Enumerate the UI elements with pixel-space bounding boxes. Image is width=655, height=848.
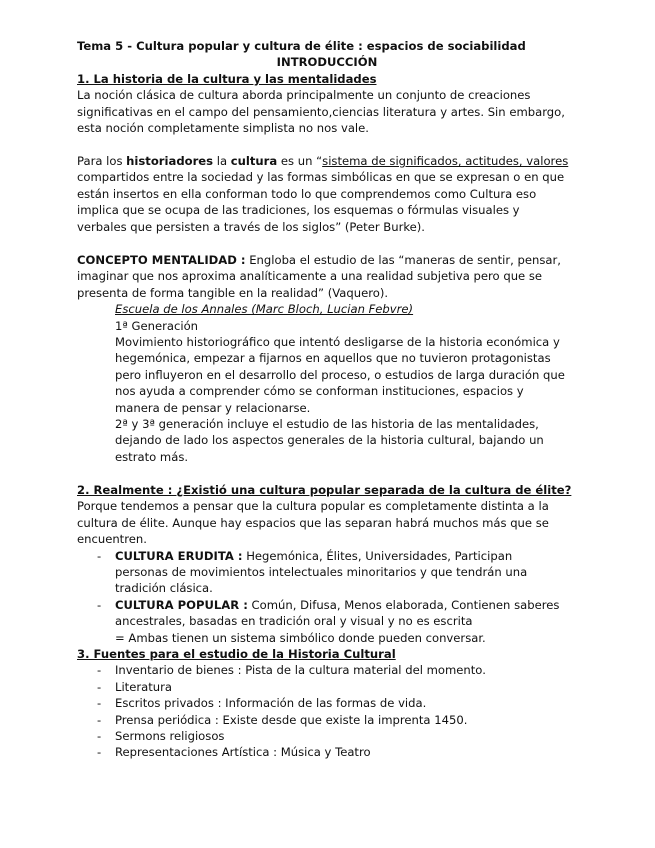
- section-1-heading: 1. La historia de la cultura y las mentalidades: [77, 71, 377, 86]
- s2-p1-line: cultura de élite. Aunque hay espacios que las separan habrá muchos más que se: [77, 515, 549, 530]
- list-item: [77, 695, 577, 711]
- dash-marker: -: [97, 729, 102, 744]
- dash-marker: -: [97, 679, 102, 694]
- underlined-definition: sistema de significados, actitudes, valores: [322, 154, 569, 168]
- bullet-line: = Ambas tienen un sistema simbólico donde pueden conversar.: [115, 630, 486, 645]
- list-item-text: Representaciones Artística : Música y Teatro: [115, 745, 371, 760]
- gen23-line: 2ª y 3ª generación incluye el estudio de las historia de las mentalidades,: [115, 417, 539, 432]
- s1-p1-line: esta noción completamente simplista no nos vale.: [77, 121, 369, 136]
- list-item-text: Sermons religiosos: [115, 729, 225, 744]
- text-run: es un “: [277, 154, 323, 168]
- list-item: [77, 662, 577, 678]
- s1-p1-line: significativas en el campo del pensamiento,ciencias literatura y artes. Sin embargo,: [77, 104, 565, 119]
- bullet-first-line: [115, 597, 587, 613]
- s1-p3-first-line: [77, 252, 577, 268]
- bullet-line: personas de movimientos intelectuales minoritarios y que tendrán una: [115, 565, 528, 580]
- bullet-cultura-popular: [77, 597, 587, 646]
- s2-p1-line: encuentren.: [77, 532, 147, 547]
- primera-generacion: 1ª Generación: [115, 318, 199, 333]
- gen23-line: dejando de lado los aspectos generales de la historia cultural, bajando un: [115, 433, 544, 448]
- list-item-text: Prensa periódica : Existe desde que existe la imprenta 1450.: [115, 712, 468, 727]
- bullet-first-line: [115, 548, 587, 564]
- dash-marker: -: [97, 696, 102, 711]
- section-3-heading: 3. Fuentes para el estudio de la Historia Cultural: [77, 647, 396, 661]
- gen23-line: estrato más.: [115, 449, 189, 464]
- list-item-text: Escritos privados : Información de las formas de vida.: [115, 696, 427, 711]
- text-run: Común, Difusa, Menos elaborada, Contienen saberes: [247, 597, 560, 612]
- bullet-cultura-erudita: [77, 548, 587, 597]
- section-2-heading: 2. Realmente : ¿Existió una cultura popular separada de la cultura de élite?: [77, 483, 572, 497]
- s1-p2-first-line: [77, 153, 577, 169]
- dash-marker: -: [97, 597, 102, 612]
- bullet-line: tradición clásica.: [115, 581, 213, 596]
- text-run: Para los: [77, 154, 127, 168]
- list-item-text: Inventario de bienes : Pista de la cultura material del momento.: [115, 663, 486, 678]
- gen1-line: Movimiento historiográfico que intentó desligarse de la historia económica y: [115, 335, 560, 350]
- s1-p3-line: presenta de forma tangible en la realidad” (Vaquero).: [77, 285, 389, 300]
- intro-heading: INTRODUCCIÓN: [276, 55, 378, 70]
- s1-p2-line: verbales que persisten a través de los siglos” (Peter Burke).: [77, 219, 425, 234]
- section-2: [77, 482, 587, 646]
- cultura-erudita-label: CULTURA ERUDITA :: [115, 548, 243, 563]
- list-item: [77, 728, 577, 744]
- s1-p2-line: implica que se ocupa de las tradiciones, los esquemas o fórmulas visuales y: [77, 203, 520, 218]
- s1-paragraph-2: [77, 153, 577, 235]
- dash-marker: -: [97, 548, 102, 563]
- gen1-line: manera de pensar y relacionarse.: [115, 400, 311, 415]
- document-title: Tema 5 - Cultura popular y cultura de élite : espacios de sociabilidad: [77, 39, 526, 53]
- bold-historiadores: historiadores: [126, 154, 214, 168]
- gen1-line: nos ayuda a comprender cómo se conforman instituciones, espacios y: [115, 384, 524, 399]
- escuela-annales: Escuela de los Annales (Marc Bloch, Lucian Febvre): [115, 302, 414, 317]
- text-run: la: [213, 154, 231, 168]
- s1-p3-line: imaginar que nos aproxima analíticamente a una realidad subjetiva pero que se: [77, 269, 543, 284]
- bullet-line: ancestrales, basadas en tradición oral y visual y no es escrita: [115, 614, 473, 629]
- s1-p1-line: La noción clásica de cultura aborda principalmente un conjunto de creaciones: [77, 88, 531, 103]
- title-block: [77, 38, 577, 136]
- s2-p1-line: Porque tendemos a pensar que la cultura popular es completamente distinta a la: [77, 499, 549, 514]
- bold-cultura: cultura: [230, 154, 278, 168]
- s1-p2-line: están insertos en ella conforman todo lo que comprendemos como Cultura eso: [77, 186, 537, 201]
- gen1-line: hegemónica, empezar a fijarnos en aquellos que no tuvieron protagonistas: [115, 351, 551, 366]
- text-run: Engloba el estudio de las “maneras de sentir, pensar,: [245, 253, 561, 267]
- s1-p2-line: compartidos entre la sociedad y las formas simbólicas en que se expresan o en que: [77, 170, 565, 185]
- gen1-line: pero influyeron en el desarrollo del proceso, o estudios de larga duración que: [115, 367, 565, 382]
- dash-marker: -: [97, 712, 102, 727]
- s1-paragraph-3: [77, 252, 577, 465]
- dash-marker: -: [97, 745, 102, 760]
- concepto-mentalidad-label: CONCEPTO MENTALIDAD :: [77, 253, 246, 267]
- list-item: [77, 712, 577, 728]
- list-item-text: Literatura: [115, 679, 172, 694]
- cultura-popular-label: CULTURA POPULAR :: [115, 597, 248, 612]
- section-3: [77, 646, 577, 761]
- dash-marker: -: [97, 663, 102, 678]
- list-item: [77, 679, 577, 695]
- list-item: [77, 744, 577, 760]
- text-run: Hegemónica, Élites, Universidades, Participan: [242, 548, 513, 563]
